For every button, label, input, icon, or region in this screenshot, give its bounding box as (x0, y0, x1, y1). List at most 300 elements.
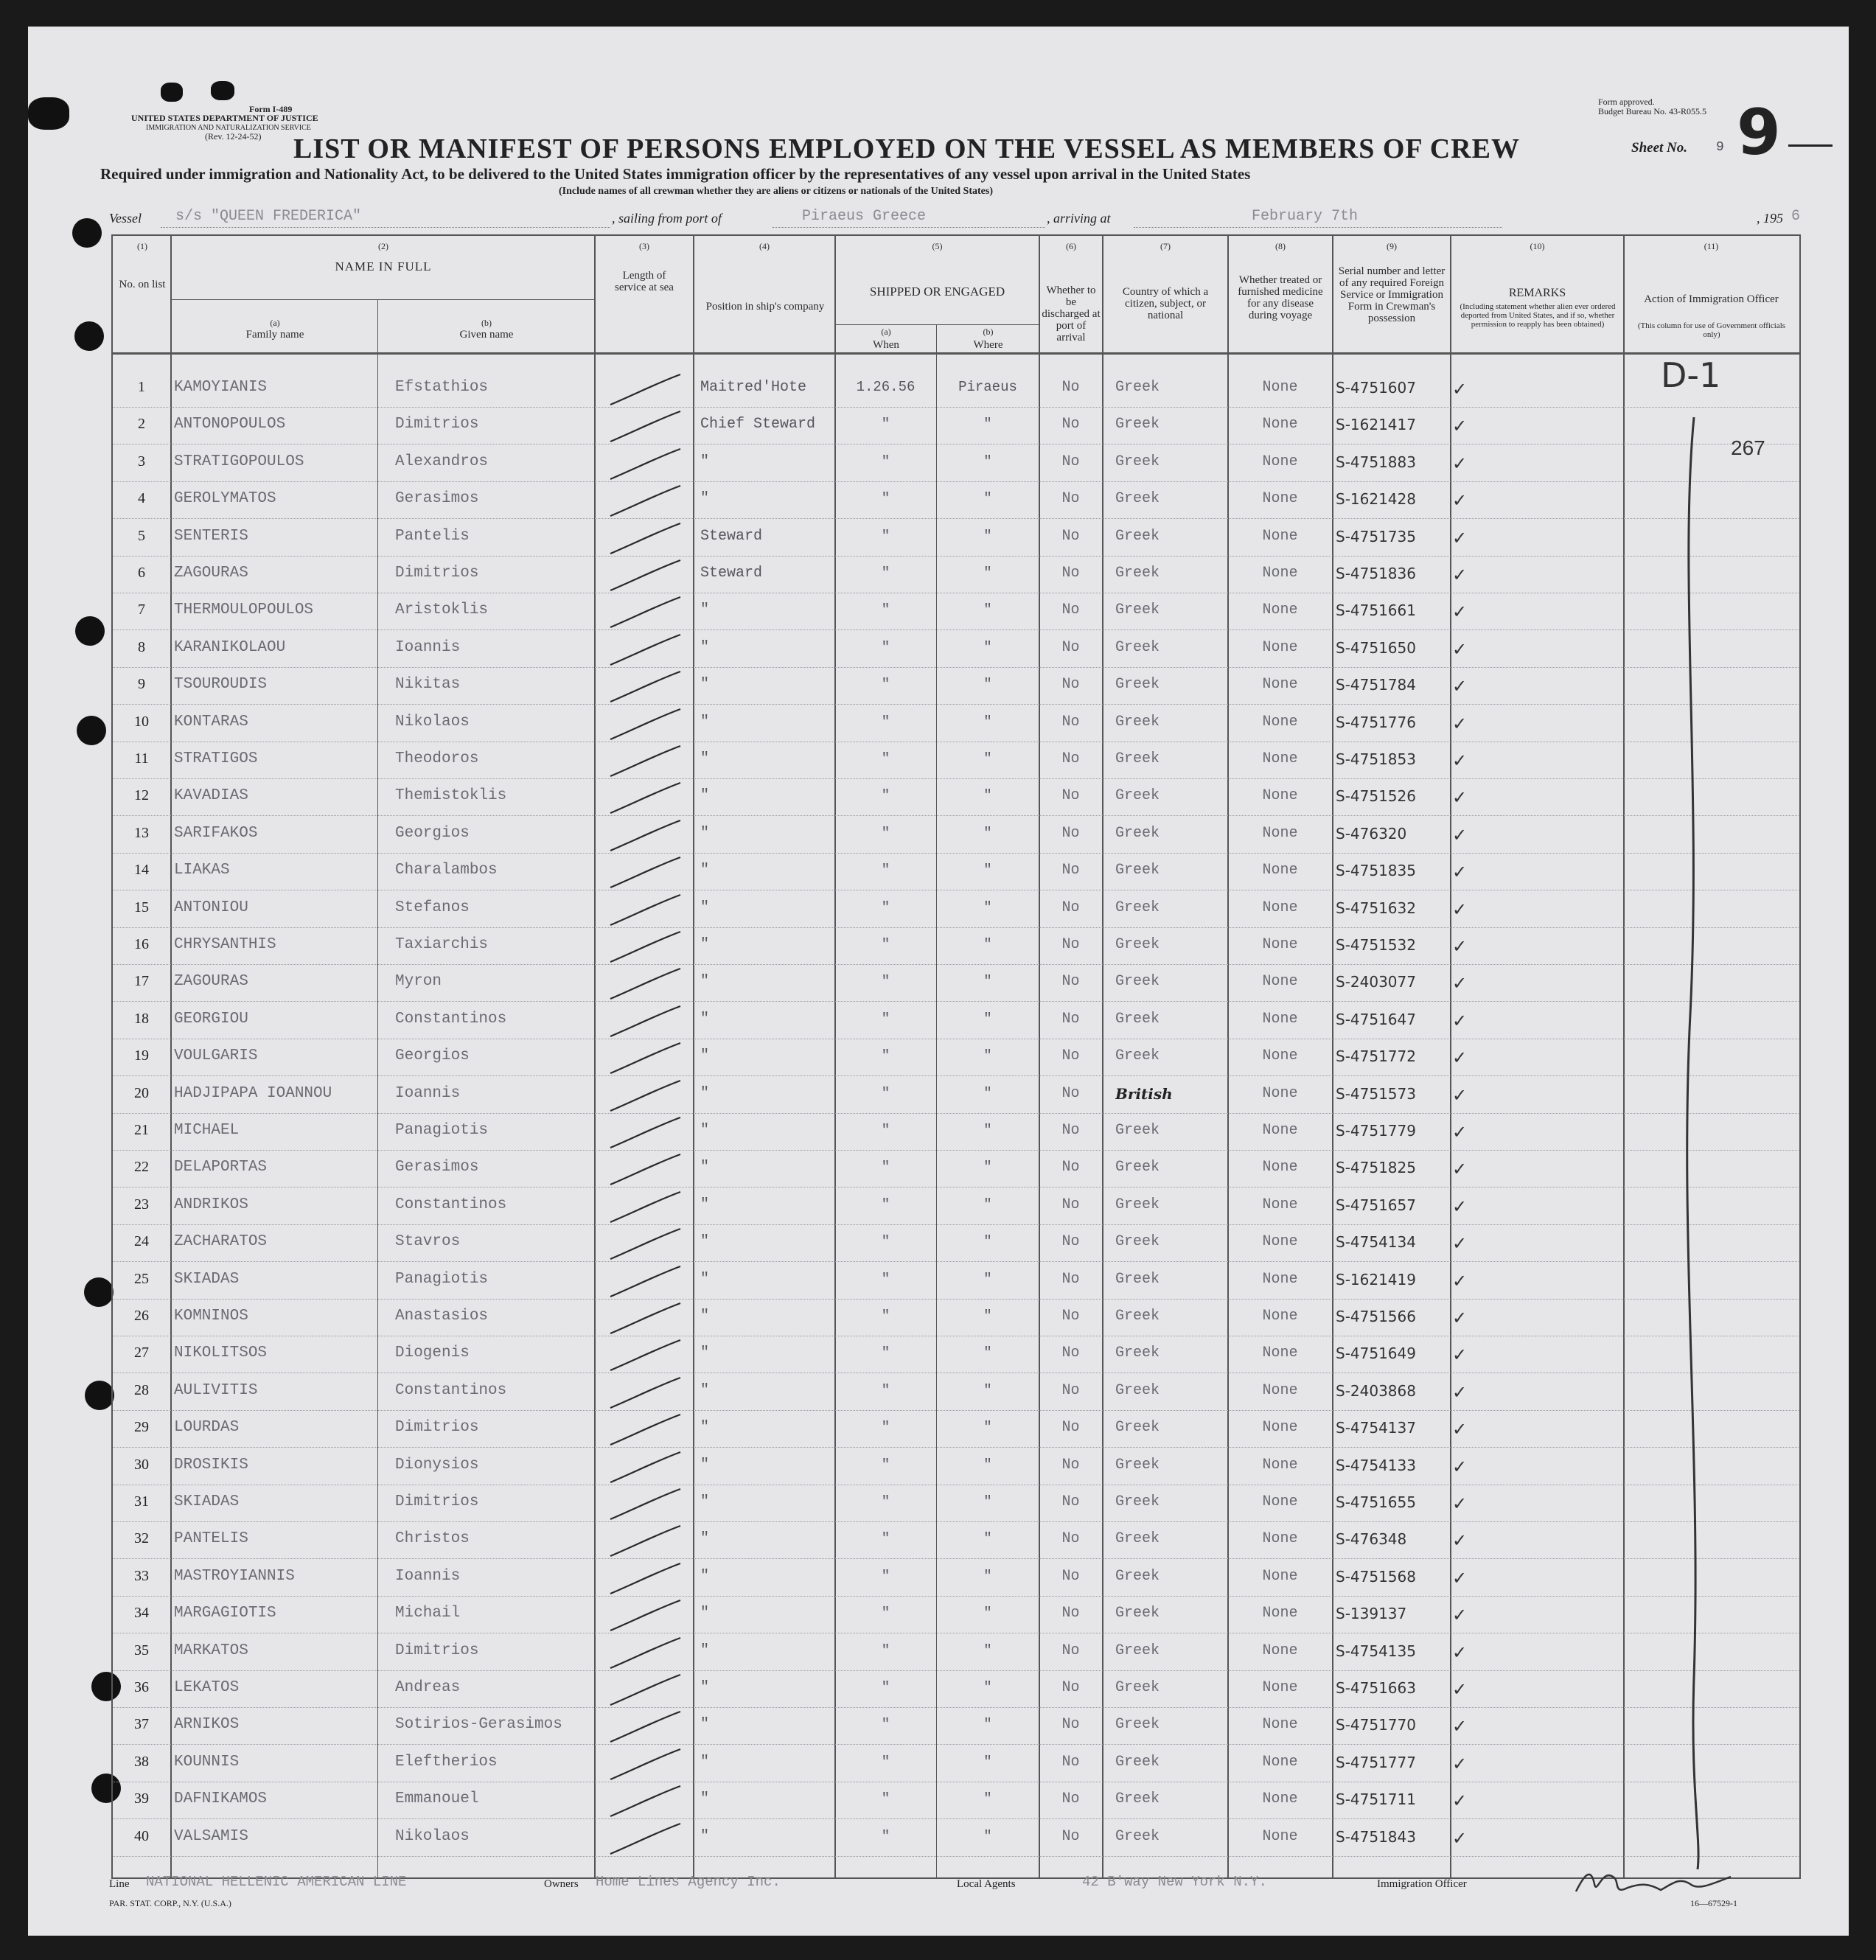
family-name: HADJIPAPA IOANNOU (174, 1084, 332, 1102)
shipped-where: " (983, 676, 992, 693)
serial-number: S-4751772 (1336, 1047, 1416, 1066)
shipped-where: " (983, 1122, 992, 1138)
row-rule (113, 815, 1799, 816)
remark-check: ✓ (1452, 1530, 1468, 1552)
discharged-flag: No (1061, 1605, 1080, 1622)
shipped-where: " (983, 1233, 992, 1250)
row-number: 4 (138, 490, 145, 507)
position: " (700, 1605, 710, 1622)
remark-check: ✓ (1452, 453, 1468, 474)
serial-number: S-1621419 (1336, 1270, 1416, 1288)
shipped-when: " (881, 1381, 890, 1398)
row-rule (113, 667, 1799, 668)
service-slash-mark (607, 1821, 688, 1858)
country: Greek (1115, 750, 1160, 767)
service-slash-mark (607, 1635, 688, 1672)
shipped-where: " (983, 1419, 992, 1436)
row-rule (113, 1744, 1799, 1745)
shipped-when: " (881, 1753, 890, 1770)
shipped-where: " (983, 750, 992, 767)
remark-check: ✓ (1452, 1270, 1468, 1291)
treated-flag: None (1262, 1196, 1298, 1213)
discharged-flag: No (1061, 1790, 1080, 1808)
position: " (700, 490, 710, 508)
col-header-country: Country of which a citizen, subject, or national (1122, 286, 1209, 321)
footer-officer-label: Immigration Officer (1377, 1878, 1467, 1890)
given-name: Nikitas (395, 676, 461, 694)
family-name: DELAPORTAS (174, 1159, 268, 1176)
remark-check: ✓ (1452, 1159, 1468, 1180)
note: (Include names of all crewman whether they are aliens or citizens or nationals of the United States) (559, 186, 993, 197)
serial-number: S-4751650 (1336, 638, 1416, 657)
family-name: LOURDAS (174, 1419, 240, 1437)
service-slash-mark (607, 1300, 688, 1337)
family-name: STRATIGOPOULOS (174, 453, 304, 470)
treated-flag: None (1262, 1753, 1298, 1771)
discharged-flag: No (1061, 1084, 1080, 1102)
punch-hole (84, 1277, 114, 1307)
ink-blot (28, 97, 69, 130)
shipped-when: " (881, 1010, 890, 1027)
shipped-when: " (881, 1270, 890, 1287)
remark-check: ✓ (1452, 787, 1468, 809)
discharged-flag: No (1061, 676, 1080, 694)
position: " (700, 1493, 710, 1510)
vessel-value: s/s "QUEEN FREDERICA" (175, 208, 362, 225)
remark-check: ✓ (1452, 1345, 1468, 1366)
col-header-remarks-note: (Including statement whether alien ever ordered deported from United States, and if so, whether permission to reapply has been obtained) (1460, 302, 1616, 329)
discharged-flag: No (1061, 1753, 1080, 1771)
service-slash-mark (607, 520, 688, 557)
shipped-when: " (881, 1419, 890, 1436)
treated-flag: None (1262, 750, 1298, 767)
treated-flag: None (1262, 862, 1298, 879)
service-slash-mark (607, 817, 688, 854)
position: " (700, 638, 710, 656)
row-number: 30 (134, 1456, 149, 1473)
shipped-when: " (881, 1679, 890, 1695)
shipped-where: " (983, 1345, 992, 1361)
treated-flag: None (1262, 899, 1298, 916)
row-number: 33 (134, 1567, 149, 1584)
row-number: 39 (134, 1790, 149, 1807)
shipped-when: " (881, 1122, 890, 1138)
treated-flag: None (1262, 379, 1298, 396)
position: " (700, 1196, 710, 1213)
shipped-where: Piraeus (958, 379, 1017, 395)
given-name: Emmanouel (395, 1790, 479, 1808)
shipped-when: " (881, 638, 890, 655)
discharged-flag: No (1061, 1345, 1080, 1362)
row-number: 13 (134, 824, 149, 841)
discharged-flag: No (1061, 1122, 1080, 1139)
position: " (700, 862, 710, 879)
service-slash-mark (607, 1523, 688, 1560)
country: Greek (1115, 936, 1160, 953)
col-header-no: No. on list (119, 279, 166, 290)
service-slash-mark (607, 929, 688, 966)
row-number: 40 (134, 1827, 149, 1844)
service-slash-mark (607, 446, 688, 483)
treated-flag: None (1262, 1716, 1298, 1734)
family-name: ANTONIOU (174, 899, 248, 916)
treated-flag: None (1262, 565, 1298, 582)
discharged-flag: No (1061, 713, 1080, 730)
service-slash-mark (607, 966, 688, 1002)
given-name: Constantinos (395, 1196, 507, 1213)
shipped-when: " (881, 750, 890, 767)
shipped-when: " (881, 1530, 890, 1547)
position: " (700, 1308, 710, 1325)
position: " (700, 1010, 710, 1028)
discharged-flag: No (1061, 1827, 1080, 1845)
serial-number: S-1621417 (1336, 416, 1416, 434)
row-number: 36 (134, 1679, 149, 1695)
service-slash-mark (607, 1003, 688, 1040)
remark-check: ✓ (1452, 1010, 1468, 1031)
given-name: Diogenis (395, 1345, 470, 1362)
vessel-label: Vessel (109, 211, 142, 226)
shipped-when: " (881, 1233, 890, 1250)
given-name: Dimitrios (395, 416, 479, 433)
shipped-when: " (881, 899, 890, 916)
given-name: Themistoklis (395, 787, 507, 805)
service-slash-mark (607, 1115, 688, 1151)
family-name: DAFNIKAMOS (174, 1790, 268, 1808)
shipped-where: " (983, 453, 992, 470)
treated-flag: None (1262, 787, 1298, 805)
discharged-flag: No (1061, 1493, 1080, 1510)
discharged-flag: No (1061, 416, 1080, 433)
remark-check: ✓ (1452, 1716, 1468, 1737)
position: " (700, 936, 710, 953)
country: Greek (1115, 1159, 1160, 1176)
remark-check: ✓ (1452, 638, 1468, 660)
treated-flag: None (1262, 1381, 1298, 1399)
department: UNITED STATES DEPARTMENT OF JUSTICE (131, 113, 318, 123)
discharged-flag: No (1061, 1419, 1080, 1437)
row-number: 17 (134, 973, 149, 990)
shipped-when: " (881, 601, 890, 618)
discharged-flag: No (1061, 936, 1080, 953)
shipped-where: " (983, 1308, 992, 1324)
service-slash-mark (607, 743, 688, 780)
row-number: 26 (134, 1308, 149, 1324)
country: British (1115, 1084, 1173, 1103)
treated-flag: None (1262, 601, 1298, 619)
shipped-when: " (881, 490, 890, 507)
revision: (Rev. 12-24-52) (205, 131, 262, 142)
family-name: MASTROYIANNIS (174, 1567, 295, 1585)
discharged-flag: No (1061, 1642, 1080, 1659)
remark-check: ✓ (1452, 713, 1468, 734)
discharged-flag: No (1061, 1010, 1080, 1028)
service-slash-mark (607, 780, 688, 817)
country: Greek (1115, 1493, 1160, 1510)
family-name: ANTONOPOULOS (174, 416, 286, 433)
arriving-value: February 7th (1252, 208, 1359, 225)
position: " (700, 899, 710, 916)
given-name: Andreas (395, 1679, 461, 1696)
given-name: Anastasios (395, 1308, 489, 1325)
row-number: 14 (134, 862, 149, 879)
serial-number: S-2403077 (1336, 973, 1416, 991)
position: " (700, 1381, 710, 1399)
serial-number: S-4751661 (1336, 601, 1416, 620)
given-name: Stefanos (395, 899, 470, 916)
row-number: 12 (134, 787, 149, 804)
treated-flag: None (1262, 1642, 1298, 1659)
row-rule (113, 1150, 1799, 1151)
treated-flag: None (1262, 1679, 1298, 1696)
position: " (700, 1419, 710, 1437)
serial-number: S-4754133 (1336, 1456, 1416, 1474)
serial-number: S-4754137 (1336, 1419, 1416, 1437)
given-name: Ioannis (395, 1567, 461, 1585)
serial-number: S-4751784 (1336, 676, 1416, 694)
row-rule (113, 1299, 1799, 1300)
shipped-where: " (983, 1084, 992, 1101)
family-name: ZACHARATOS (174, 1233, 268, 1251)
serial-number: S-4751843 (1336, 1827, 1416, 1846)
service-slash-mark (607, 1412, 688, 1448)
footer-agents-value: 42 B'way New York N.Y. (1082, 1874, 1267, 1890)
row-number: 38 (134, 1753, 149, 1770)
row-number: 29 (134, 1419, 149, 1436)
position: " (700, 1159, 710, 1176)
country: Greek (1115, 1679, 1160, 1696)
form-number: Form I-489 (249, 104, 293, 114)
form-approved: Form approved. (1598, 97, 1655, 107)
service-slash-mark (607, 854, 688, 891)
footer-owners-value: Home Lines Agency Inc. (596, 1874, 781, 1890)
col-header-serial: Serial number and letter of any required Foreign Service or Immigration Form in Crewman's possession (1338, 265, 1446, 324)
country: Greek (1115, 1753, 1160, 1771)
serial-number: S-4751663 (1336, 1679, 1416, 1697)
shipped-where: " (983, 936, 992, 952)
discharged-flag: No (1061, 1679, 1080, 1696)
family-name: ZAGOURAS (174, 565, 248, 582)
country: Greek (1115, 1196, 1160, 1213)
serial-number: S-476348 (1336, 1530, 1407, 1549)
treated-flag: None (1262, 1010, 1298, 1028)
col-header-when: When (873, 339, 899, 351)
row-rule (113, 629, 1799, 630)
col-header-length: Length of service at sea (615, 270, 674, 293)
remark-check: ✓ (1452, 1567, 1468, 1588)
row-number: 22 (134, 1159, 149, 1176)
discharged-flag: No (1061, 565, 1080, 582)
service-slash-mark (607, 1672, 688, 1709)
remark-check: ✓ (1452, 1233, 1468, 1255)
row-rule (113, 481, 1799, 482)
serial-number: S-4751779 (1336, 1122, 1416, 1140)
sheet-number-typed: 9 (1716, 140, 1724, 155)
given-name: Georgios (395, 824, 470, 842)
discharged-flag: No (1061, 1716, 1080, 1734)
discharged-flag: No (1061, 638, 1080, 656)
country: Greek (1115, 527, 1160, 545)
row-number: 7 (138, 601, 145, 618)
shipped-where: " (983, 565, 992, 581)
position: " (700, 750, 710, 767)
ink-blot (211, 81, 234, 100)
treated-flag: None (1262, 1827, 1298, 1845)
country: Greek (1115, 379, 1160, 396)
discharged-flag: No (1061, 1567, 1080, 1585)
remark-check: ✓ (1452, 1679, 1468, 1700)
country: Greek (1115, 1010, 1160, 1028)
footer-line-label: Line (109, 1878, 130, 1890)
shipped-when: " (881, 1605, 890, 1622)
position: " (700, 824, 710, 842)
row-number: 6 (138, 565, 145, 581)
given-name: Stavros (395, 1233, 461, 1251)
remark-check: ✓ (1452, 379, 1468, 400)
serial-number: S-4751526 (1336, 787, 1416, 806)
row-number: 2 (138, 416, 145, 433)
sheet-label: Sheet No. (1631, 140, 1687, 156)
service-slash-mark (607, 1560, 688, 1597)
shipped-where: " (983, 1753, 992, 1770)
row-number: 21 (134, 1122, 149, 1138)
country: Greek (1115, 565, 1160, 582)
serial-number: S-4751632 (1336, 899, 1416, 917)
discharged-flag: No (1061, 1530, 1080, 1548)
row-rule (113, 964, 1799, 965)
given-name: Alexandros (395, 453, 489, 470)
treated-flag: None (1262, 1456, 1298, 1474)
discharged-flag: No (1061, 1270, 1080, 1288)
shipped-where: " (983, 1567, 992, 1584)
family-name: KAVADIAS (174, 787, 248, 805)
country: Greek (1115, 1233, 1160, 1251)
serial-number: S-4751735 (1336, 527, 1416, 545)
serial-number: S-4751883 (1336, 453, 1416, 471)
position: " (700, 1345, 710, 1362)
family-name: ZAGOURAS (174, 973, 248, 991)
given-name: Panagiotis (395, 1270, 489, 1288)
officer-mark-d1: D-1 (1661, 355, 1721, 395)
row-number: 20 (134, 1084, 149, 1101)
family-name: AULIVITIS (174, 1381, 258, 1399)
given-name: Georgios (395, 1047, 470, 1065)
position: " (700, 787, 710, 805)
col-header-remarks: REMARKS (1508, 287, 1566, 299)
family-name: SKIADAS (174, 1270, 240, 1288)
serial-number: S-4751647 (1336, 1010, 1416, 1028)
country: Greek (1115, 1567, 1160, 1585)
serial-number: S-4751777 (1336, 1753, 1416, 1771)
shipped-when: " (881, 1790, 890, 1807)
remark-check: ✓ (1452, 490, 1468, 512)
page-title: LIST OR MANIFEST OF PERSONS EMPLOYED ON THE VESSEL AS MEMBERS OF CREW (293, 133, 1520, 164)
row-rule (113, 778, 1799, 779)
service-slash-mark (607, 1709, 688, 1745)
given-name: Michail (395, 1605, 461, 1622)
row-number: 24 (134, 1233, 149, 1250)
country: Greek (1115, 1716, 1160, 1734)
shipped-where: " (983, 824, 992, 841)
col-header-name: NAME IN FULL (335, 259, 432, 273)
row-rule (113, 704, 1799, 705)
discharged-flag: No (1061, 1196, 1080, 1213)
shipped-where: " (983, 1010, 992, 1027)
row-number: 1 (138, 379, 145, 395)
position: " (700, 1827, 710, 1845)
country: Greek (1115, 1827, 1160, 1845)
country: Greek (1115, 1642, 1160, 1659)
family-name: MARGAGIOTIS (174, 1605, 276, 1622)
row-number: 11 (134, 750, 149, 767)
row-rule (113, 1113, 1799, 1114)
given-name: Myron (395, 973, 442, 991)
shipped-where: " (983, 1047, 992, 1064)
remark-check: ✓ (1452, 1196, 1468, 1217)
shipped-where: " (983, 1679, 992, 1695)
country: Greek (1115, 416, 1160, 433)
shipped-where: " (983, 1530, 992, 1547)
family-name: LEKATOS (174, 1679, 240, 1696)
shipped-where: " (983, 416, 992, 433)
row-rule (113, 1818, 1799, 1819)
row-number: 35 (134, 1642, 149, 1659)
service-slash-mark (607, 1263, 688, 1300)
treated-flag: None (1262, 416, 1298, 433)
row-number: 27 (134, 1345, 149, 1361)
shipped-when: " (881, 1308, 890, 1324)
given-name: Ioannis (395, 638, 461, 656)
position: " (700, 1233, 710, 1251)
remark-check: ✓ (1452, 1308, 1468, 1328)
row-number: 15 (134, 899, 149, 916)
serial-number: S-4751770 (1336, 1716, 1416, 1734)
service-slash-mark (607, 1078, 688, 1115)
shipped-when: " (881, 824, 890, 841)
shipped-when: " (881, 713, 890, 730)
shipped-when: " (881, 1827, 890, 1844)
serial-number: S-4751776 (1336, 713, 1416, 731)
serial-number: S-4751532 (1336, 936, 1416, 954)
col-header-action: Action of Immigration Officer (1644, 293, 1779, 305)
position: Maitred'Hote (700, 379, 807, 396)
treated-flag: None (1262, 1308, 1298, 1325)
printer-credit: PAR. STAT. CORP., N.Y. (U.S.A.) (109, 1898, 231, 1908)
family-name: KOMNINOS (174, 1308, 248, 1325)
row-number: 5 (138, 527, 145, 544)
service-slash-mark (607, 1783, 688, 1820)
service-slash-mark (607, 1746, 688, 1783)
service-slash-mark (607, 372, 688, 408)
country: Greek (1115, 1122, 1160, 1139)
treated-flag: None (1262, 1419, 1298, 1437)
year-digit: 6 (1791, 208, 1801, 225)
shipped-when: " (881, 416, 890, 433)
position: " (700, 713, 710, 730)
service-slash-mark (607, 892, 688, 929)
shipped-where: " (983, 1716, 992, 1733)
remark-check: ✓ (1452, 899, 1468, 920)
footer-line-value: NATIONAL HELLENIC AMERICAN LINE (146, 1874, 407, 1890)
discharged-flag: No (1061, 824, 1080, 842)
service-slash-mark (607, 1189, 688, 1226)
serial-number: S-4751836 (1336, 565, 1416, 582)
serial-number: S-4754135 (1336, 1642, 1416, 1660)
shipped-where: " (983, 601, 992, 618)
row-rule (113, 853, 1799, 854)
row-number: 28 (134, 1381, 149, 1398)
arriving-label: , arriving at (1047, 211, 1111, 226)
